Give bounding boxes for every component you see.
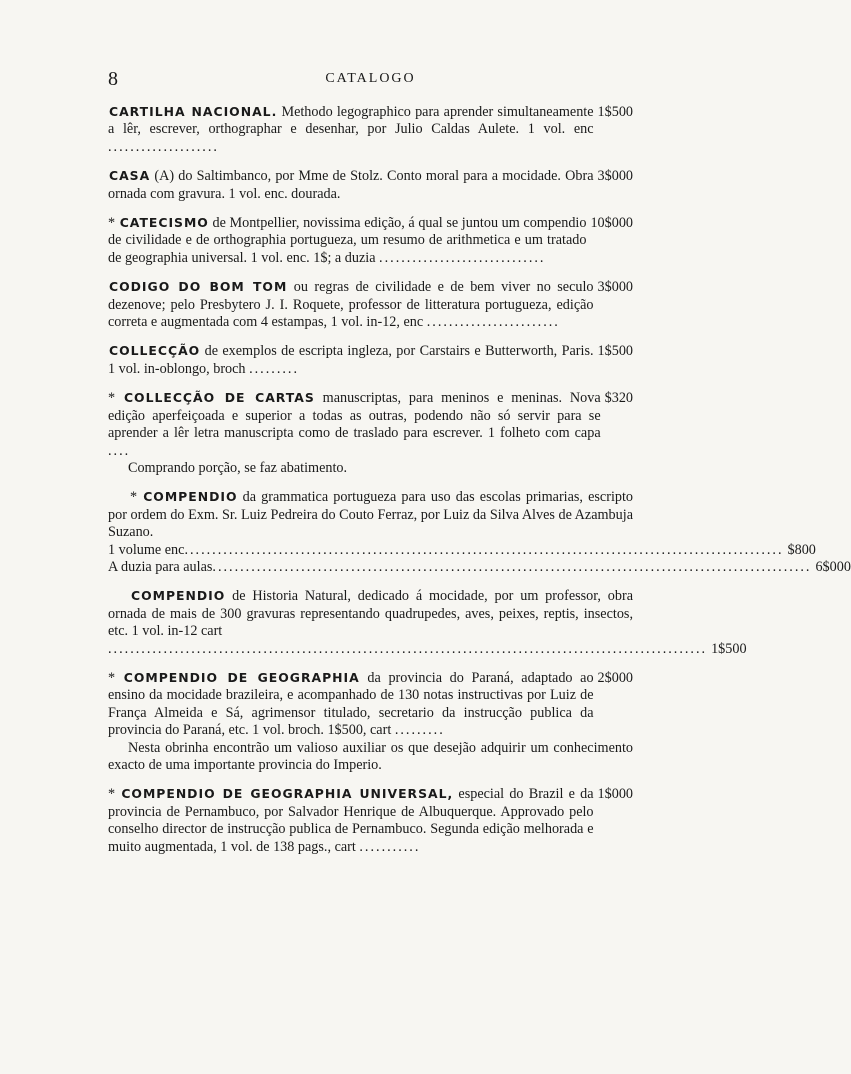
page-header <box>108 68 633 90</box>
entry-marker: * <box>108 786 116 803</box>
entry-heading: CARTILHA NACIONAL. <box>109 104 278 119</box>
catalog-entry <box>108 167 633 203</box>
catalog-entry <box>108 587 747 658</box>
catalog-entry: COLLECÇÃO de exemplos de escripta ingleza, por Carstairs e Butterworth, Paris. 1 vol. in-oblongo, broch ......... 1$500 <box>108 343 633 377</box>
entry-description: Methodo legographico para aprender simultaneamente a lêr, escrever, orthographar e desenhar, por Julio Caldas Aulete. 1 vol. enc <box>108 104 594 138</box>
page-number: 8 <box>108 68 118 90</box>
entry-heading: COMPENDIO <box>143 489 238 505</box>
entry-price: 1$500 <box>597 343 633 360</box>
entry-marker: * <box>108 215 116 232</box>
catalog-entry: CARTILHA NACIONAL. Methodo legographico para aprender simultaneamente a lêr, escrever, orthographar e desenhar, por Julio Caldas Aulete. 1 vol. enc .................... 1$500 <box>108 104 633 155</box>
entry-heading: CODIGO DO BOM TOM <box>109 279 288 295</box>
price-line <box>108 640 747 658</box>
entry-description: (A) do Saltimbanco, por Mme de Stolz. Conto moral para a mocidade. Obra ornada com gravura. 1 vol. enc. dourada. <box>108 168 594 202</box>
entry-heading: COLLECÇÃO DE CARTAS <box>123 390 315 406</box>
price-line-label: A duzia para aulas <box>108 558 213 575</box>
entry-price: $320 <box>604 390 633 407</box>
entry-description: de exemplos de escripta ingleza, por Carstairs e Butterworth, Paris. 1 vol. in-oblongo, broch <box>108 343 594 377</box>
entry-marker: * <box>108 669 116 686</box>
catalog-entry: * COMPENDIO DE GEOGRAPHIA UNIVERSAL, especial do Brazil e da provincia de Pernambuco, por Salvador Henrique de Albuquerque. Approvado pelo conselho director de instrucção publica de Pernambuco. Segunda edição melhorada e muito augmentada, 1 vol. de 138 pags., cart ........... 1$000 <box>108 786 633 855</box>
entry-note: Nesta obrinha encontrão um valioso auxiliar os que desejão adquirir um conhecimento exacto de uma importante provincia do Imperio. <box>108 739 633 773</box>
entry-description: da grammatica portugueza para uso das escolas primarias, escripto por ordem do Exm. Sr. Luiz Pedreira do Couto Ferraz, por Luiz da Silva Alves de Azambuja Suzano. <box>108 489 634 541</box>
entry-heading: COMPENDIO DE GEOGRAPHIA UNIVERSAL, <box>121 786 454 802</box>
price-line-label: 1 volume enc <box>108 541 185 558</box>
entry-price: 10$000 <box>590 215 633 232</box>
catalog-entry: * COMPENDIO DE GEOGRAPHIA da provincia do Paraná, adaptado ao ensino da mocidade brazileira, e acompanhado de 130 notas instructivas por Luiz de França Almeida e Sá, agrimensor titulado, secretario da instrucção publica da provincia do Paraná, etc. 1 vol. broch. 1$500, cart ......... 2$000 Nesta obrinha encontrão um valioso auxiliar os que desejão adquirir um conhecimento exacto de uma importante provincia do Imperio. <box>108 669 633 773</box>
entry-marker: * <box>130 489 138 506</box>
entry-price: 3$000 <box>597 168 633 185</box>
entry-description: da provincia do Paraná, adaptado ao ensino da mocidade brazileira, e acompanhado de 130 notas instructivas por Luiz de França Almeida e Sá, agrimensor titulado, secretario da instrucção publica da provincia do Paraná, etc. 1 vol. broch. 1$500, cart <box>108 669 594 739</box>
catalog-entry: CODIGO DO BOM TOM ou regras de civilidade e de bem viver no seculo dezenove; pelo Presbytero J. I. Roquete, professor de litteratura portugueza, edição correta e augmentada com 4 estampas, 1 vol. in-12, enc ........................ 3$000 <box>108 279 633 331</box>
entry-price: $800 <box>787 541 816 558</box>
price-line <box>108 541 816 559</box>
entry-price: 2$000 <box>597 669 633 686</box>
entry-heading: COMPENDIO <box>131 588 226 604</box>
entry-description: ou regras de civilidade e de bem viver no seculo dezenove; pelo Presbytero J. I. Roquete, professor de litteratura portugueza, edição correta e augmentada com 4 estampas, 1 vol. in-12, enc <box>108 279 594 331</box>
entry-description: manuscriptas, para meninos e meninas. Nova edição aperfeiçoada e superior a todas as outras, podendo não só servir para se aprender a lêr letra manuscripta como de traslado para escrever. 1 folheto com capa <box>108 390 601 442</box>
page-title: CATALOGO <box>325 71 416 86</box>
catalog-entries <box>108 103 851 867</box>
entry-price: 6$000 <box>815 558 851 575</box>
entry-heading: COLLECÇÃO <box>109 343 201 359</box>
entry-heading: CASA <box>109 168 151 184</box>
entry-heading: CATECISMO <box>119 215 209 231</box>
entry-price: 3$000 <box>597 279 633 296</box>
entry-price: 1$500 <box>711 640 747 657</box>
price-line <box>108 558 851 576</box>
entry-price: 1$500 <box>597 104 633 120</box>
entry-heading: COMPENDIO DE GEOGRAPHIA <box>123 669 360 685</box>
entry-price: 1$000 <box>597 786 633 803</box>
entry-description: especial do Brazil e da provincia de Pernambuco, por Salvador Henrique de Albuquerque. Approvado pelo conselho director de instrucção publica de Pernambuco. Segunda edição melhorada e muito augmentada, 1 vol. de 138 pags., cart <box>108 786 594 855</box>
catalog-entry: * CATECISMO de Montpellier, novissima edição, á qual se juntou um compendio de civilidade e de orthographia portugueza, um resumo de arithmetica e um tratado de geographia universal. 1 vol. enc. 1$; a duzia .............................. 10$000 <box>108 215 633 266</box>
entry-marker: * <box>108 390 116 407</box>
entry-description: de Montpellier, novissima edição, á qual se juntou um compendio de civilidade e de orthographia portugueza, um resumo de arithmetica e um tratado de geographia universal. 1 vol. enc. 1$; a duzia <box>108 215 587 266</box>
catalog-entry: * COLLECÇÃO DE CARTAS manuscriptas, para meninos e meninas. Nova edição aperfeiçoada e superior a todas as outras, podendo não só servir para se aprender a lêr letra manuscripta como de traslado para escrever. 1 folheto com capa .... $320 Comprando porção, se faz abatimento. <box>108 390 633 476</box>
catalog-entry <box>108 488 851 576</box>
entry-note: Comprando porção, se faz abatimento. <box>128 459 348 476</box>
entry-description: de Historia Natural, dedicado á mocidade, por um professor, obra ornada de mais de 300 gravuras representando quadrupedes, aves, peixes, reptis, insectos, etc. 1 vol. in-12 cart <box>108 588 633 640</box>
